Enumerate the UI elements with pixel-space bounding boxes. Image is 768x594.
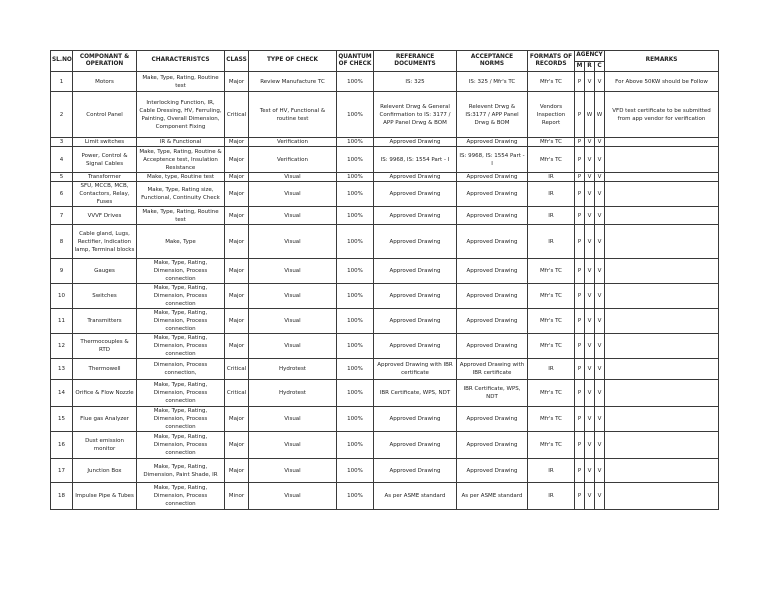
row-agency-m: P	[575, 182, 585, 207]
table-row	[51, 334, 719, 359]
row-format: Mfr's TC	[528, 284, 575, 309]
row-reference: Approved Drawing	[374, 138, 457, 147]
row-type-of-check: Visual	[249, 225, 337, 259]
row-reference: IS: 325	[374, 72, 457, 92]
row-acceptance: IS: 325 / Mfr's TC	[457, 72, 528, 92]
header-remarks: REMARKS	[605, 51, 719, 72]
row-acceptance: Approved Drawing	[457, 309, 528, 334]
row-agency-c: V	[595, 138, 605, 147]
row-acceptance: Approved Drawing	[457, 407, 528, 432]
row-remarks	[605, 147, 719, 173]
row-quantum: 100%	[337, 92, 374, 138]
row-characteristics: Make, Type, Rating, Dimension, Process connection	[137, 432, 225, 459]
row-characteristics: IR & Functional	[137, 138, 225, 147]
row-slno: 13	[51, 359, 73, 380]
row-characteristics: Make, Type, Rating, Dimension, Process connection	[137, 407, 225, 432]
row-type-of-check: Verification	[249, 147, 337, 173]
row-characteristics: Make, Type, Rating, Dimension, Process connection	[137, 334, 225, 359]
row-agency-r: V	[585, 309, 595, 334]
row-remarks	[605, 432, 719, 459]
row-remarks: For Above 50KW should be Follow	[605, 72, 719, 92]
row-slno: 2	[51, 92, 73, 138]
row-component: Motors	[73, 72, 137, 92]
row-slno: 3	[51, 138, 73, 147]
row-slno: 6	[51, 182, 73, 207]
row-component: Transmitters	[73, 309, 137, 334]
row-class: Minor	[225, 483, 249, 510]
row-agency-c: V	[595, 182, 605, 207]
row-agency-c: V	[595, 359, 605, 380]
header-reference: REFERANCE DOCUMENTS	[374, 51, 457, 72]
row-reference: As per ASME standard	[374, 483, 457, 510]
row-agency-c: V	[595, 72, 605, 92]
row-type-of-check: Hydrotest	[249, 380, 337, 407]
row-remarks	[605, 334, 719, 359]
row-component: Junction Box	[73, 459, 137, 483]
row-quantum: 100%	[337, 284, 374, 309]
row-remarks	[605, 380, 719, 407]
row-quantum: 100%	[337, 380, 374, 407]
row-remarks	[605, 259, 719, 284]
row-characteristics: Make, type, Routine test	[137, 173, 225, 182]
row-agency-m: P	[575, 432, 585, 459]
header-agency-c: C	[595, 62, 605, 72]
table-row	[51, 459, 719, 483]
header-formats: FORMATS OF RECORDS	[528, 51, 575, 72]
row-type-of-check: Visual	[249, 459, 337, 483]
row-type-of-check: Visual	[249, 483, 337, 510]
row-type-of-check: Visual	[249, 432, 337, 459]
table-row	[51, 483, 719, 510]
row-quantum: 100%	[337, 225, 374, 259]
header-slno: SL.NO	[51, 51, 73, 72]
row-agency-c: V	[595, 459, 605, 483]
row-agency-m: P	[575, 407, 585, 432]
row-remarks	[605, 459, 719, 483]
row-type-of-check: Visual	[249, 407, 337, 432]
row-acceptance: Approved Drawing	[457, 225, 528, 259]
table-header	[51, 51, 719, 72]
row-characteristics: Dimension, Process connection,	[137, 359, 225, 380]
row-format: Mfr's TC	[528, 407, 575, 432]
row-format: Mfr's TC	[528, 432, 575, 459]
row-acceptance: Approved Drawing with IBR certificate	[457, 359, 528, 380]
row-class: Critical	[225, 380, 249, 407]
row-component: Impulse Pipe & Tubes	[73, 483, 137, 510]
row-quantum: 100%	[337, 334, 374, 359]
header-quantum: QUANTUM OF CHECK	[337, 51, 374, 72]
row-quantum: 100%	[337, 432, 374, 459]
row-class: Major	[225, 259, 249, 284]
row-class: Major	[225, 334, 249, 359]
row-characteristics: Make, Type, Rating, Dimension, Process connection	[137, 259, 225, 284]
row-agency-r: V	[585, 173, 595, 182]
row-quantum: 100%	[337, 483, 374, 510]
row-agency-c: V	[595, 284, 605, 309]
row-reference: Approved Drawing	[374, 207, 457, 225]
row-format: IR	[528, 483, 575, 510]
row-format: IR	[528, 173, 575, 182]
row-reference: Approved Drawing	[374, 432, 457, 459]
table-row	[51, 147, 719, 173]
row-class: Major	[225, 459, 249, 483]
row-class: Major	[225, 407, 249, 432]
row-acceptance: Approved Drawing	[457, 432, 528, 459]
row-class: Major	[225, 284, 249, 309]
row-format: IR	[528, 225, 575, 259]
row-format: Mfr's TC	[528, 147, 575, 173]
row-format: Mfr's TC	[528, 259, 575, 284]
row-reference: Approved Drawing	[374, 182, 457, 207]
row-agency-m: P	[575, 483, 585, 510]
row-characteristics: Make, Type, Rating, Dimension, Process connection	[137, 380, 225, 407]
table-row	[51, 173, 719, 182]
row-format: IR	[528, 459, 575, 483]
row-component: Transformer	[73, 173, 137, 182]
row-agency-m: P	[575, 147, 585, 173]
quality-plan-table	[50, 50, 719, 510]
row-class: Critical	[225, 359, 249, 380]
row-agency-m: P	[575, 309, 585, 334]
row-quantum: 100%	[337, 309, 374, 334]
row-slno: 9	[51, 259, 73, 284]
row-remarks	[605, 138, 719, 147]
row-slno: 16	[51, 432, 73, 459]
row-acceptance: Approved Drawing	[457, 459, 528, 483]
row-agency-c: V	[595, 147, 605, 173]
row-agency-c: V	[595, 432, 605, 459]
row-class: Critical	[225, 92, 249, 138]
row-class: Major	[225, 147, 249, 173]
row-agency-m: P	[575, 92, 585, 138]
row-agency-m: P	[575, 380, 585, 407]
row-characteristics: Make, Type	[137, 225, 225, 259]
row-acceptance: Relevent Drwg & IS:3177 / APP Panel Drwg & BOM	[457, 92, 528, 138]
header-agency-m: M	[575, 62, 585, 72]
row-component: Dust emission monitor	[73, 432, 137, 459]
row-class: Major	[225, 173, 249, 182]
row-format: IR	[528, 207, 575, 225]
row-agency-c: V	[595, 207, 605, 225]
row-reference: IBR Certificate, WPS, NDT	[374, 380, 457, 407]
row-remarks	[605, 225, 719, 259]
row-reference: Approved Drawing	[374, 334, 457, 359]
row-slno: 10	[51, 284, 73, 309]
row-agency-m: P	[575, 259, 585, 284]
table-row	[51, 407, 719, 432]
row-component: Switches	[73, 284, 137, 309]
table-row	[51, 309, 719, 334]
row-format: IR	[528, 182, 575, 207]
row-slno: 1	[51, 72, 73, 92]
row-acceptance: Approved Drawing	[457, 284, 528, 309]
row-reference: IS: 9968, IS: 1554 Part - I	[374, 147, 457, 173]
row-remarks	[605, 207, 719, 225]
header-agency-r: R	[585, 62, 595, 72]
row-acceptance: Approved Drawing	[457, 334, 528, 359]
row-component: Thermowell	[73, 359, 137, 380]
row-characteristics: Make, Type, Rating, Routine test	[137, 207, 225, 225]
row-acceptance: IS: 9968, IS: 1554 Part - I	[457, 147, 528, 173]
row-slno: 4	[51, 147, 73, 173]
row-slno: 17	[51, 459, 73, 483]
row-type-of-check: Visual	[249, 309, 337, 334]
row-quantum: 100%	[337, 359, 374, 380]
row-slno: 8	[51, 225, 73, 259]
row-agency-r: V	[585, 459, 595, 483]
row-agency-r: W	[585, 92, 595, 138]
header-characteristics: CHARACTERISTCS	[137, 51, 225, 72]
row-slno: 14	[51, 380, 73, 407]
row-characteristics: Make, Type, Rating, Dimension, Process connection	[137, 309, 225, 334]
row-component: SFU, MCCB, MCB, Contactors, Relay, Fuses	[73, 182, 137, 207]
row-reference: Approved Drawing	[374, 173, 457, 182]
row-acceptance: Approved Drawing	[457, 182, 528, 207]
table-row	[51, 72, 719, 92]
row-acceptance: Approved Drawing	[457, 207, 528, 225]
table-row	[51, 207, 719, 225]
row-type-of-check: Hydrotest	[249, 359, 337, 380]
row-component: Gauges	[73, 259, 137, 284]
row-type-of-check: Visual	[249, 334, 337, 359]
row-agency-r: V	[585, 407, 595, 432]
row-agency-r: V	[585, 182, 595, 207]
row-quantum: 100%	[337, 72, 374, 92]
row-type-of-check: Visual	[249, 173, 337, 182]
row-type-of-check: Visual	[249, 284, 337, 309]
header-type-of-check: TYPE OF CHECK	[249, 51, 337, 72]
row-component: Thermocouples & RTD	[73, 334, 137, 359]
row-reference: Approved Drawing with IBR certificate	[374, 359, 457, 380]
row-reference: Relevent Drwg & General Confirmation to IS: 3177 / APP Panel Drwg & BOM	[374, 92, 457, 138]
row-format: Mfr's TC	[528, 72, 575, 92]
row-component: Control Panel	[73, 92, 137, 138]
row-quantum: 100%	[337, 459, 374, 483]
row-agency-m: P	[575, 173, 585, 182]
row-acceptance: Approved Drawing	[457, 259, 528, 284]
row-agency-m: P	[575, 225, 585, 259]
row-reference: Approved Drawing	[374, 284, 457, 309]
row-quantum: 100%	[337, 182, 374, 207]
header-agency: AGENCY	[575, 51, 605, 62]
header-component: COMPONANT & OPERATION	[73, 51, 137, 72]
row-agency-c: W	[595, 92, 605, 138]
row-quantum: 100%	[337, 173, 374, 182]
table-row	[51, 225, 719, 259]
row-reference: Approved Drawing	[374, 459, 457, 483]
row-quantum: 100%	[337, 259, 374, 284]
row-agency-r: V	[585, 259, 595, 284]
row-slno: 7	[51, 207, 73, 225]
row-characteristics: Make, Type, Rating, Routine test	[137, 72, 225, 92]
row-remarks	[605, 359, 719, 380]
table-row	[51, 259, 719, 284]
row-quantum: 100%	[337, 147, 374, 173]
table-row	[51, 138, 719, 147]
row-class: Major	[225, 207, 249, 225]
row-agency-m: P	[575, 359, 585, 380]
row-class: Major	[225, 182, 249, 207]
row-quantum: 100%	[337, 407, 374, 432]
row-agency-r: V	[585, 359, 595, 380]
table-row	[51, 432, 719, 459]
row-agency-c: V	[595, 259, 605, 284]
row-agency-m: P	[575, 459, 585, 483]
table-row	[51, 284, 719, 309]
row-slno: 18	[51, 483, 73, 510]
row-format: Mfr's TC	[528, 309, 575, 334]
row-agency-c: V	[595, 380, 605, 407]
row-class: Major	[225, 138, 249, 147]
row-reference: Approved Drawing	[374, 407, 457, 432]
row-characteristics: Make, Type, Rating, Dimension, Paint Shade, IR	[137, 459, 225, 483]
row-type-of-check: Visual	[249, 259, 337, 284]
row-type-of-check: Test of HV, Functional & routine test	[249, 92, 337, 138]
row-agency-m: P	[575, 72, 585, 92]
row-characteristics: Make, Type, Rating, Dimension, Process connection	[137, 483, 225, 510]
row-agency-c: V	[595, 225, 605, 259]
row-component: VVVF Drives	[73, 207, 137, 225]
table-row	[51, 359, 719, 380]
row-agency-c: V	[595, 309, 605, 334]
table-body	[51, 72, 719, 510]
row-agency-c: V	[595, 334, 605, 359]
row-remarks	[605, 483, 719, 510]
row-agency-r: V	[585, 483, 595, 510]
row-acceptance: IBR Certificate, WPS, NDT	[457, 380, 528, 407]
row-acceptance: As per ASME standard	[457, 483, 528, 510]
row-class: Major	[225, 432, 249, 459]
row-reference: Approved Drawing	[374, 309, 457, 334]
row-agency-c: V	[595, 407, 605, 432]
row-agency-r: V	[585, 207, 595, 225]
row-format: Mfr's TC	[528, 334, 575, 359]
row-agency-c: V	[595, 173, 605, 182]
row-class: Major	[225, 309, 249, 334]
row-agency-r: V	[585, 72, 595, 92]
row-component: Orifice & Flow Nozzle	[73, 380, 137, 407]
row-acceptance: Approved Drawing	[457, 138, 528, 147]
row-remarks	[605, 309, 719, 334]
row-component: Cable gland, Lugs, Rectifier, Indication lamp, Terminal blocks	[73, 225, 137, 259]
row-agency-m: P	[575, 334, 585, 359]
row-quantum: 100%	[337, 207, 374, 225]
table-row	[51, 92, 719, 138]
row-agency-r: V	[585, 380, 595, 407]
row-characteristics: Make, Type, Rating, Routine & Acceptence test, Insulation Resistance	[137, 147, 225, 173]
row-remarks	[605, 173, 719, 182]
row-reference: Approved Drawing	[374, 259, 457, 284]
row-component: Flue gas Analyzer	[73, 407, 137, 432]
row-type-of-check: Visual	[249, 207, 337, 225]
row-remarks	[605, 407, 719, 432]
row-remarks	[605, 182, 719, 207]
row-type-of-check: Review Manufacture TC	[249, 72, 337, 92]
row-agency-m: P	[575, 138, 585, 147]
row-slno: 5	[51, 173, 73, 182]
row-agency-r: V	[585, 138, 595, 147]
row-reference: Approved Drawing	[374, 225, 457, 259]
table-row	[51, 380, 719, 407]
row-agency-r: V	[585, 147, 595, 173]
row-slno: 12	[51, 334, 73, 359]
row-class: Major	[225, 72, 249, 92]
row-format: Mfr's TC	[528, 138, 575, 147]
row-quantum: 100%	[337, 138, 374, 147]
row-format: IR	[528, 359, 575, 380]
row-agency-c: V	[595, 483, 605, 510]
row-format: Vendors Inspection Report	[528, 92, 575, 138]
row-type-of-check: Visual	[249, 182, 337, 207]
row-slno: 15	[51, 407, 73, 432]
row-agency-r: V	[585, 225, 595, 259]
row-remarks: VFD test certificate to be submitted from app vendor for verification	[605, 92, 719, 138]
row-agency-m: P	[575, 207, 585, 225]
row-agency-m: P	[575, 284, 585, 309]
row-type-of-check: Verification	[249, 138, 337, 147]
row-characteristics: Make, Type, Rating, Dimension, Process connection	[137, 284, 225, 309]
row-remarks	[605, 284, 719, 309]
row-agency-r: V	[585, 284, 595, 309]
table-row	[51, 182, 719, 207]
row-format: Mfr's TC	[528, 380, 575, 407]
header-class: CLASS	[225, 51, 249, 72]
row-component: Limit switches	[73, 138, 137, 147]
row-characteristics: Make, Type, Rating size, Functional, Continuity Check	[137, 182, 225, 207]
row-acceptance: Approved Drawing	[457, 173, 528, 182]
row-class: Major	[225, 225, 249, 259]
row-characteristics: Interlocking Function, IR, Cable Dressing, HV, Ferruling, Painting, Overall Dimension, Component Fixing	[137, 92, 225, 138]
row-agency-r: V	[585, 432, 595, 459]
row-component: Power, Control & Signal Cables	[73, 147, 137, 173]
row-agency-r: V	[585, 334, 595, 359]
row-slno: 11	[51, 309, 73, 334]
header-acceptance: ACCEPTANCE NORMS	[457, 51, 528, 72]
